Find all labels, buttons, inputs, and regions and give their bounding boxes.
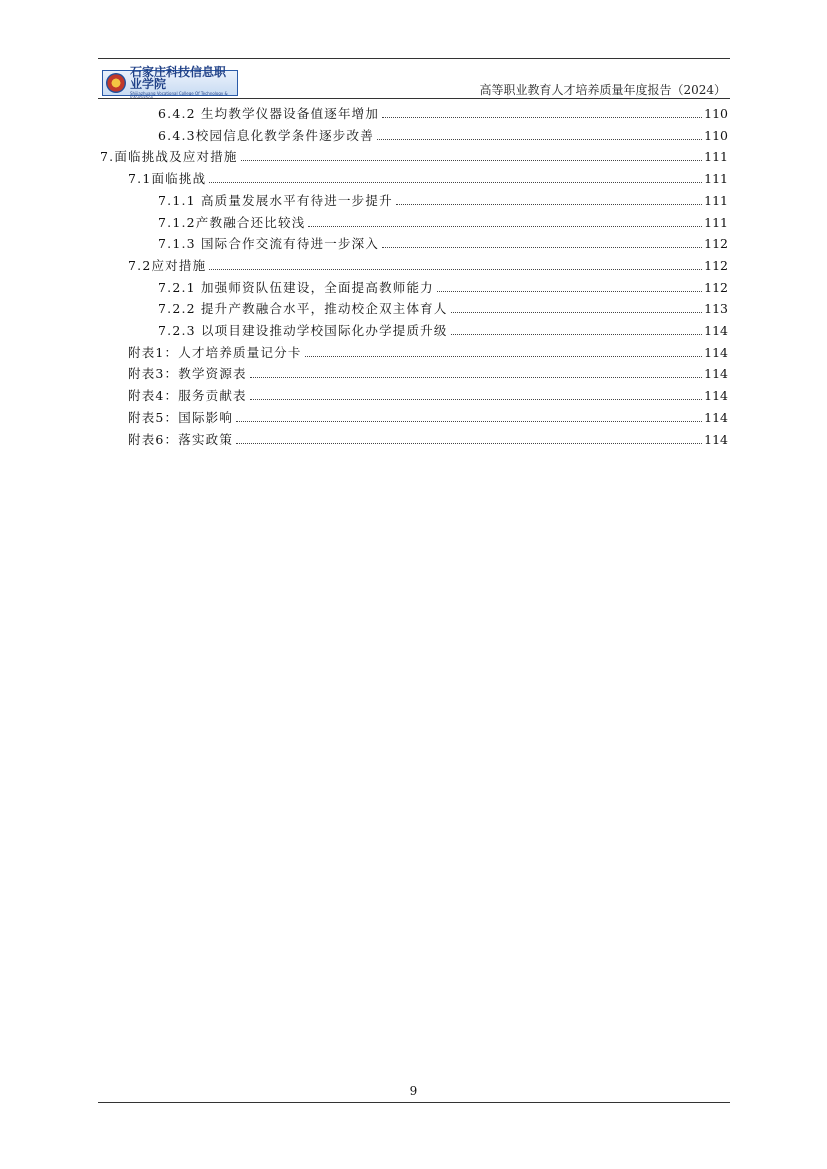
top-rule	[98, 58, 730, 59]
logo-english-name: Shijiazhuang Vocational College Of Technology & Information	[130, 91, 228, 100]
toc-dot-leader	[382, 247, 702, 248]
toc-dot-leader	[396, 204, 702, 205]
toc-entry-page: 114	[704, 431, 728, 447]
toc-entry[interactable]	[158, 295, 728, 317]
toc-entry[interactable]	[100, 143, 728, 165]
toc-entry[interactable]	[158, 187, 728, 209]
toc-entry-page: 110	[704, 106, 728, 121]
page-number: 9	[409, 1084, 418, 1098]
toc-entry-page: 112	[704, 279, 728, 295]
college-logo	[102, 65, 238, 100]
toc-entry-page: 114	[704, 366, 728, 382]
toc-entry-page: 114	[704, 344, 728, 360]
toc-dot-leader	[451, 334, 703, 335]
toc-dot-leader	[250, 399, 702, 400]
toc-entry[interactable]	[128, 165, 728, 187]
toc-dot-leader	[209, 182, 702, 183]
header-rule	[98, 98, 730, 99]
toc-entry[interactable]	[158, 317, 728, 339]
toc-entry[interactable]	[158, 122, 728, 144]
toc-entry[interactable]	[128, 360, 728, 382]
toc-entry[interactable]	[158, 209, 728, 231]
toc-entry-page: 111	[704, 214, 728, 230]
toc-dot-leader	[250, 377, 702, 378]
toc-entry[interactable]	[128, 404, 728, 426]
toc-entry-title: 附表3：教学资源表	[128, 366, 247, 382]
toc-entry[interactable]	[128, 339, 728, 361]
toc-entry-title: 附表1：人才培养质量记分卡	[128, 344, 302, 360]
toc-dot-leader	[437, 291, 702, 292]
toc-dot-leader	[236, 443, 702, 444]
toc-dot-leader	[451, 312, 703, 313]
college-seal-icon	[106, 73, 126, 93]
toc-entry-page: 111	[704, 149, 728, 165]
toc-entry-page: 113	[704, 301, 728, 317]
toc-entry-title: 附表5：国际影响	[128, 409, 234, 425]
toc-dot-leader	[382, 117, 702, 118]
toc-entry-page: 110	[704, 127, 728, 143]
toc-entry-title: 7.2应对措施	[128, 257, 207, 273]
toc-entry-title: 6.4.3校园信息化教学条件逐步改善	[158, 127, 374, 143]
toc-entry-page: 114	[704, 409, 728, 425]
page-header	[100, 65, 728, 100]
toc-dot-leader	[305, 356, 703, 357]
toc-entry-title: 7.1.2产教融合还比较浅	[158, 214, 306, 230]
toc-entry[interactable]	[128, 382, 728, 404]
toc-entry-title: 7.面临挑战及应对措施	[100, 149, 238, 165]
toc-entry-title: 7.2.3 以项目建设推动学校国际化办学提质升级	[158, 323, 448, 338]
toc-entry[interactable]	[158, 100, 728, 122]
toc-entry-title: 附表4：服务贡献表	[128, 388, 247, 404]
toc-entry-title: 7.1.3 国际合作交流有待进一步深入	[158, 236, 380, 252]
toc-dot-leader	[241, 160, 703, 161]
toc-entry-page: 112	[704, 236, 728, 252]
toc-entry[interactable]	[128, 426, 728, 448]
footer-rule	[98, 1102, 730, 1103]
toc-entry-page: 114	[704, 388, 728, 404]
toc-dot-leader	[236, 421, 702, 422]
toc-entry[interactable]	[128, 252, 728, 274]
toc-entry-title: 6.4.2 生均教学仪器设备值逐年增加	[158, 106, 380, 121]
toc-entry[interactable]	[158, 274, 728, 296]
toc-dot-leader	[377, 139, 702, 140]
logo-chinese-name: 石家庄科技信息职业学院	[130, 65, 227, 91]
toc-entry-title: 附表6：落实政策	[128, 431, 234, 447]
toc-entry-title: 7.1.1 高质量发展水平有待进一步提升	[158, 192, 393, 208]
toc-entry-page: 114	[704, 323, 728, 338]
toc-dot-leader	[308, 226, 702, 227]
toc-entry-title: 7.1面临挑战	[128, 171, 207, 187]
toc-entry-title: 7.2.1 加强师资队伍建设，全面提高教师能力	[158, 279, 434, 295]
toc-entry-page: 112	[704, 257, 728, 273]
toc-dot-leader	[209, 269, 702, 270]
report-title: 高等职业教育人才培养质量年度报告（2024）	[479, 83, 726, 97]
toc-entry-page: 111	[704, 192, 728, 208]
toc-entry-title: 7.2.2 提升产教融合水平，推动校企双主体育人	[158, 301, 448, 317]
toc-entry[interactable]	[158, 230, 728, 252]
toc-entry-page: 111	[704, 171, 728, 187]
